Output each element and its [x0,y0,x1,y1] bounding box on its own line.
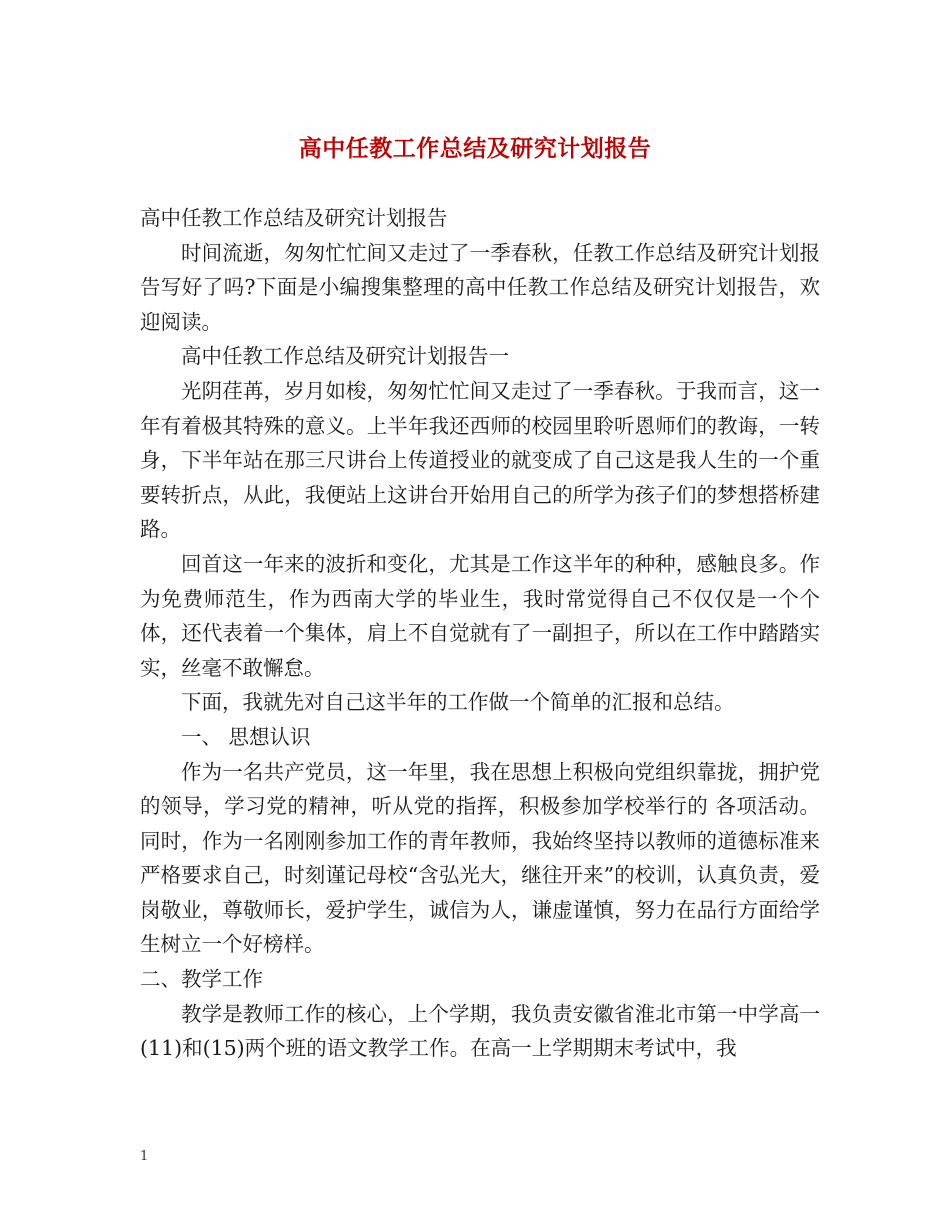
paragraph-heading-thought: 一、 思想认识 [181,724,311,749]
paragraph-intro: 时间流逝，匆匆忙忙间又走过了一季春秋，任教工作总结及研究计划报告写好了吗?下面是小编搜集整理的高中任教工作总结及研究计划报告，欢迎阅读。 [140,240,820,334]
document-body [140,201,820,1066]
paragraph-body: 光阴荏苒，岁月如梭，匆匆忙忙间又走过了一季春秋。于我而言，这一年有着极其特殊的意义。上半年我还西师的校园里聆听恩师们的教诲，一转身，下半年站在那三尺讲台上传道授业的就变成了自己这是我人生的一个重要转折点，从此，我便站上这讲台开始用自己的所学为孩子们的梦想搭桥建路。 [140,378,820,542]
document-title: 高中任教工作总结及研究计划报告 [298,135,652,162]
paragraph-subtitle: 高中任教工作总结及研究计划报告 [140,206,448,230]
paragraph-body: 回首这一年来的波折和变化，尤其是工作这半年的种种，感触良多。作为免费师范生，作为西南大学的毕业生，我时常觉得自己不仅仅是一个个体，还代表着一个集体，肩上不自觉就有了一副担子，所以在工作中踏踏实实，丝毫不敢懈怠。 [140,551,820,680]
paragraph-body: 作为一名共产党员，这一年里，我在思想上积极向党组织靠拢，拥护党的领导，学习党的精神，听从党的指挥，积极参加学校举行的 各项活动。同时，作为一名刚刚参加工作的青年教师，我始终坚持以教师的道德标准来严格要求自己，时刻谨记母校“含弘光大，继往开来”的校训，认真负责，爱岗敬业，尊敬师长，爱护学生，诚信为人，谦虚谨慎，努力在品行方面给学生树立一个好榜样。 [140,759,820,957]
paragraph-body: 教学是教师工作的核心，上个学期，我负责安徽省淮北市第一中学高一(11)和(15)两个班的语文教学工作。在高一上学期期末考试中，我 [140,1001,820,1061]
paragraph-heading-teaching: 二、教学工作 [140,967,263,992]
paragraph-section-heading: 高中任教工作总结及研究计划报告一 [181,344,509,369]
paragraph-body: 下面，我就先对自己这半年的工作做一个简单的汇报和总结。 [181,690,735,715]
page-number: 1 [140,1149,149,1164]
